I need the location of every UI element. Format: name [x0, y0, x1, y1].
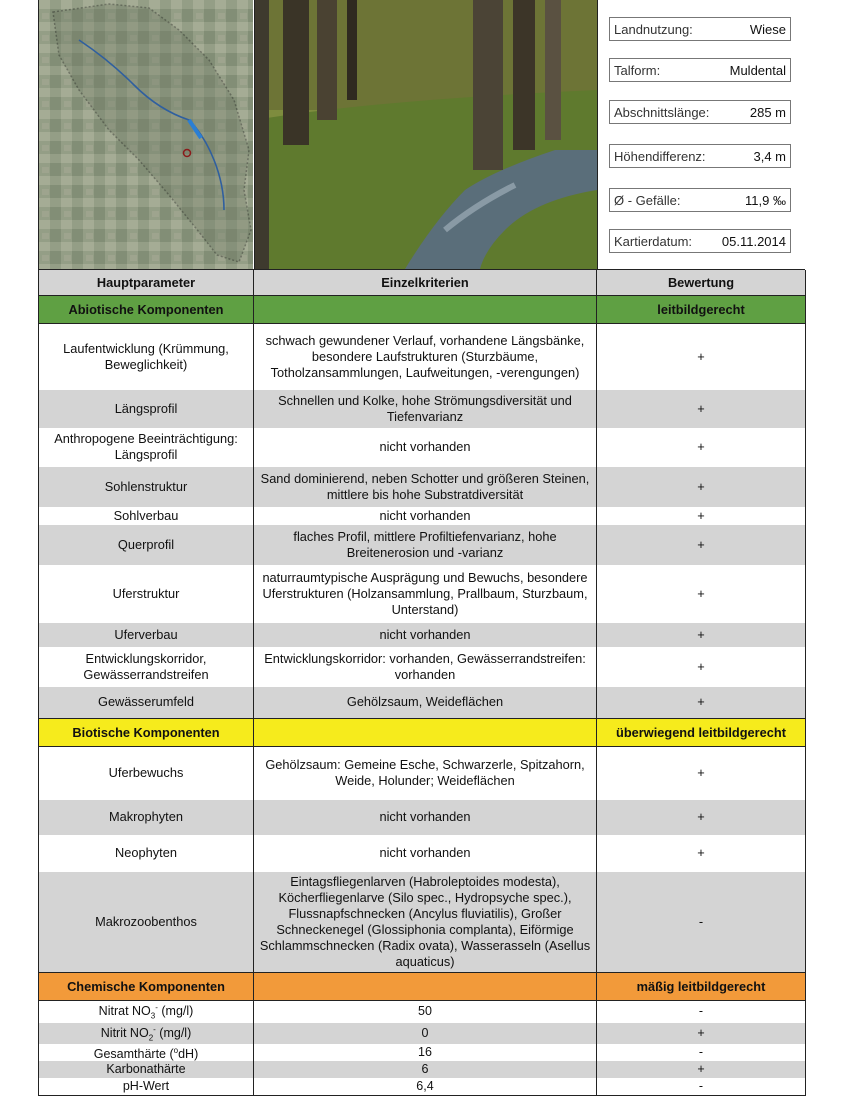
row-criteria: 6,4 [254, 1078, 597, 1095]
row-rating: + [597, 507, 806, 525]
section-abiotic [39, 296, 806, 324]
row-param: Querprofil [39, 525, 254, 565]
info-label: Höhendifferenz: [614, 148, 706, 164]
row-rating: + [597, 747, 806, 800]
row-criteria: Eintagsfliegenlarven (Habroleptoides modesta), Köcherfliegenlarve (Silo spec., Hydropsyche spec.), Flussnapfschnecken (Ancylus fluviatilis), Großer Schneckenegel (Glossiphonia complanta), Eiförmige Schlammschnecken (Radix ovata), Wasserasseln (Asellus aquaticus) [254, 872, 597, 973]
info-value: 3,4 m [753, 148, 786, 164]
row-criteria: 50 [254, 1001, 597, 1023]
section-rating: überwiegend leitbildgerecht [597, 719, 806, 747]
row-rating: + [597, 324, 806, 390]
row-param: Gewässerumfeld [39, 687, 254, 719]
assessment-table [38, 270, 806, 1096]
row-criteria: Entwicklungskorridor: vorhanden, Gewässerrandstreifen: vorhanden [254, 647, 597, 687]
info-label: Talform: [614, 62, 661, 78]
table-row [39, 872, 806, 973]
row-criteria: 6 [254, 1061, 597, 1078]
table-row [39, 1023, 806, 1045]
row-criteria: 16 [254, 1044, 597, 1061]
section-rating: leitbildgerecht [597, 296, 806, 324]
info-value: Muldental [729, 62, 786, 78]
section-chemical [39, 973, 806, 1001]
row-criteria: flaches Profil, mittlere Profiltiefenvarianz, hohe Breitenerosion und -varianz [254, 525, 597, 565]
row-rating: - [597, 1044, 806, 1061]
row-param: Makrophyten [39, 800, 254, 835]
info-panel [598, 0, 806, 269]
table-row [39, 1001, 806, 1023]
row-rating: + [597, 835, 806, 872]
table-row [39, 747, 806, 800]
stream-photo-image [254, 0, 598, 269]
row-rating: + [597, 687, 806, 719]
row-rating: - [597, 1078, 806, 1095]
row-rating: + [597, 467, 806, 507]
info-value: Wiese [749, 21, 786, 37]
row-param: Karbonathärte [39, 1061, 254, 1078]
info-talform [609, 58, 791, 82]
section-label: Abiotische Komponenten [39, 296, 254, 324]
info-abschnittslaenge [609, 100, 791, 124]
row-criteria: 0 [254, 1023, 597, 1045]
row-param: Laufentwicklung (Krümmung, Beweglichkeit) [39, 324, 254, 390]
row-param: pH-Wert [39, 1078, 254, 1095]
row-criteria: nicht vorhanden [254, 507, 597, 525]
row-param: Sohlverbau [39, 507, 254, 525]
row-param: Neophyten [39, 835, 254, 872]
header-einzelkriterien: Einzelkriterien [254, 270, 597, 296]
row-criteria: nicht vorhanden [254, 800, 597, 835]
row-param: Entwicklungskorridor, Gewässerrandstreifen [39, 647, 254, 687]
row-criteria: Schnellen und Kolke, hohe Strömungsdiversität und Tiefenvarianz [254, 390, 597, 428]
row-rating: + [597, 428, 806, 467]
section-label: Biotische Komponenten [39, 719, 254, 747]
table-row [39, 428, 806, 467]
table-row [39, 324, 806, 390]
section-empty [254, 296, 597, 324]
table-row [39, 390, 806, 428]
row-criteria: Gehölzsaum: Gemeine Esche, Schwarzerle, Spitzahorn, Weide, Holunder; Weideflächen [254, 747, 597, 800]
info-label: Landnutzung: [614, 21, 693, 37]
table-row [39, 525, 806, 565]
row-criteria: nicht vorhanden [254, 623, 597, 647]
row-criteria: schwach gewundener Verlauf, vorhandene Längsbänke, besondere Laufstrukturen (Sturzbäume, Totholzansammlungen, Laufweitungen, -verengungen) [254, 324, 597, 390]
info-label: Abschnittslänge: [614, 104, 710, 120]
info-value: 05.11.2014 [721, 233, 786, 249]
table-header-row [39, 270, 806, 296]
section-rating: mäßig leitbildgerecht [597, 973, 806, 1001]
row-criteria: nicht vorhanden [254, 835, 597, 872]
row-criteria: naturraumtypische Ausprägung und Bewuchs, besondere Uferstrukturen (Holzansammlung, Prallbaum, Sturzbaum, Unterstand) [254, 565, 597, 623]
info-kartierdatum [609, 229, 791, 253]
row-param: Gesamthärte ($^o$dH) [39, 1044, 254, 1061]
row-param: Nitrit $NO_2^-$ (mg/l) [39, 1023, 254, 1045]
row-rating: + [597, 623, 806, 647]
info-hoehendifferenz [609, 144, 791, 168]
row-param: Nitrat $NO_3^-$ (mg/l) [39, 1001, 254, 1023]
row-param: Uferstruktur [39, 565, 254, 623]
row-rating: + [597, 800, 806, 835]
row-criteria: nicht vorhanden [254, 428, 597, 467]
section-empty [254, 973, 597, 1001]
section-empty [254, 719, 597, 747]
info-value: 285 m [749, 104, 786, 120]
row-rating: - [597, 1001, 806, 1023]
row-param: Uferbewuchs [39, 747, 254, 800]
table-row [39, 1078, 806, 1095]
table-row [39, 835, 806, 872]
info-label: Ø - Gefälle: [614, 192, 681, 208]
info-landnutzung [609, 17, 791, 41]
table-row [39, 623, 806, 647]
row-rating: + [597, 1061, 806, 1078]
row-param: Uferverbau [39, 623, 254, 647]
row-rating: + [597, 1023, 806, 1045]
info-value: 11,9 ‰ [745, 192, 786, 208]
row-criteria: Sand dominierend, neben Schotter und größeren Steinen, mittlere bis hohe Substratdiversität [254, 467, 597, 507]
row-rating: + [597, 390, 806, 428]
info-label: Kartierdatum: [614, 233, 693, 249]
row-rating: + [597, 647, 806, 687]
row-param: Anthropogene Beeinträchtigung: Längsprofil [39, 428, 254, 467]
section-label: Chemische Komponenten [39, 973, 254, 1001]
section-biotic [39, 719, 806, 747]
header-bewertung: Bewertung [597, 270, 806, 296]
header-hauptparameter: Hauptparameter [39, 270, 254, 296]
table-row [39, 565, 806, 623]
table-row [39, 1061, 806, 1078]
row-param: Sohlenstruktur [39, 467, 254, 507]
table-row [39, 800, 806, 835]
table-row [39, 1044, 806, 1061]
info-gefaelle [609, 188, 791, 212]
row-param: Makrozoobenthos [39, 872, 254, 973]
table-row [39, 467, 806, 507]
table-row [39, 647, 806, 687]
report-sheet [38, 0, 805, 1096]
table-row [39, 507, 806, 525]
row-rating: - [597, 872, 806, 973]
row-rating: + [597, 565, 806, 623]
row-rating: + [597, 525, 806, 565]
row-criteria: Gehölzsaum, Weideflächen [254, 687, 597, 719]
catchment-map-image [39, 0, 253, 269]
row-param: Längsprofil [39, 390, 254, 428]
header-section [38, 0, 805, 270]
table-row [39, 687, 806, 719]
